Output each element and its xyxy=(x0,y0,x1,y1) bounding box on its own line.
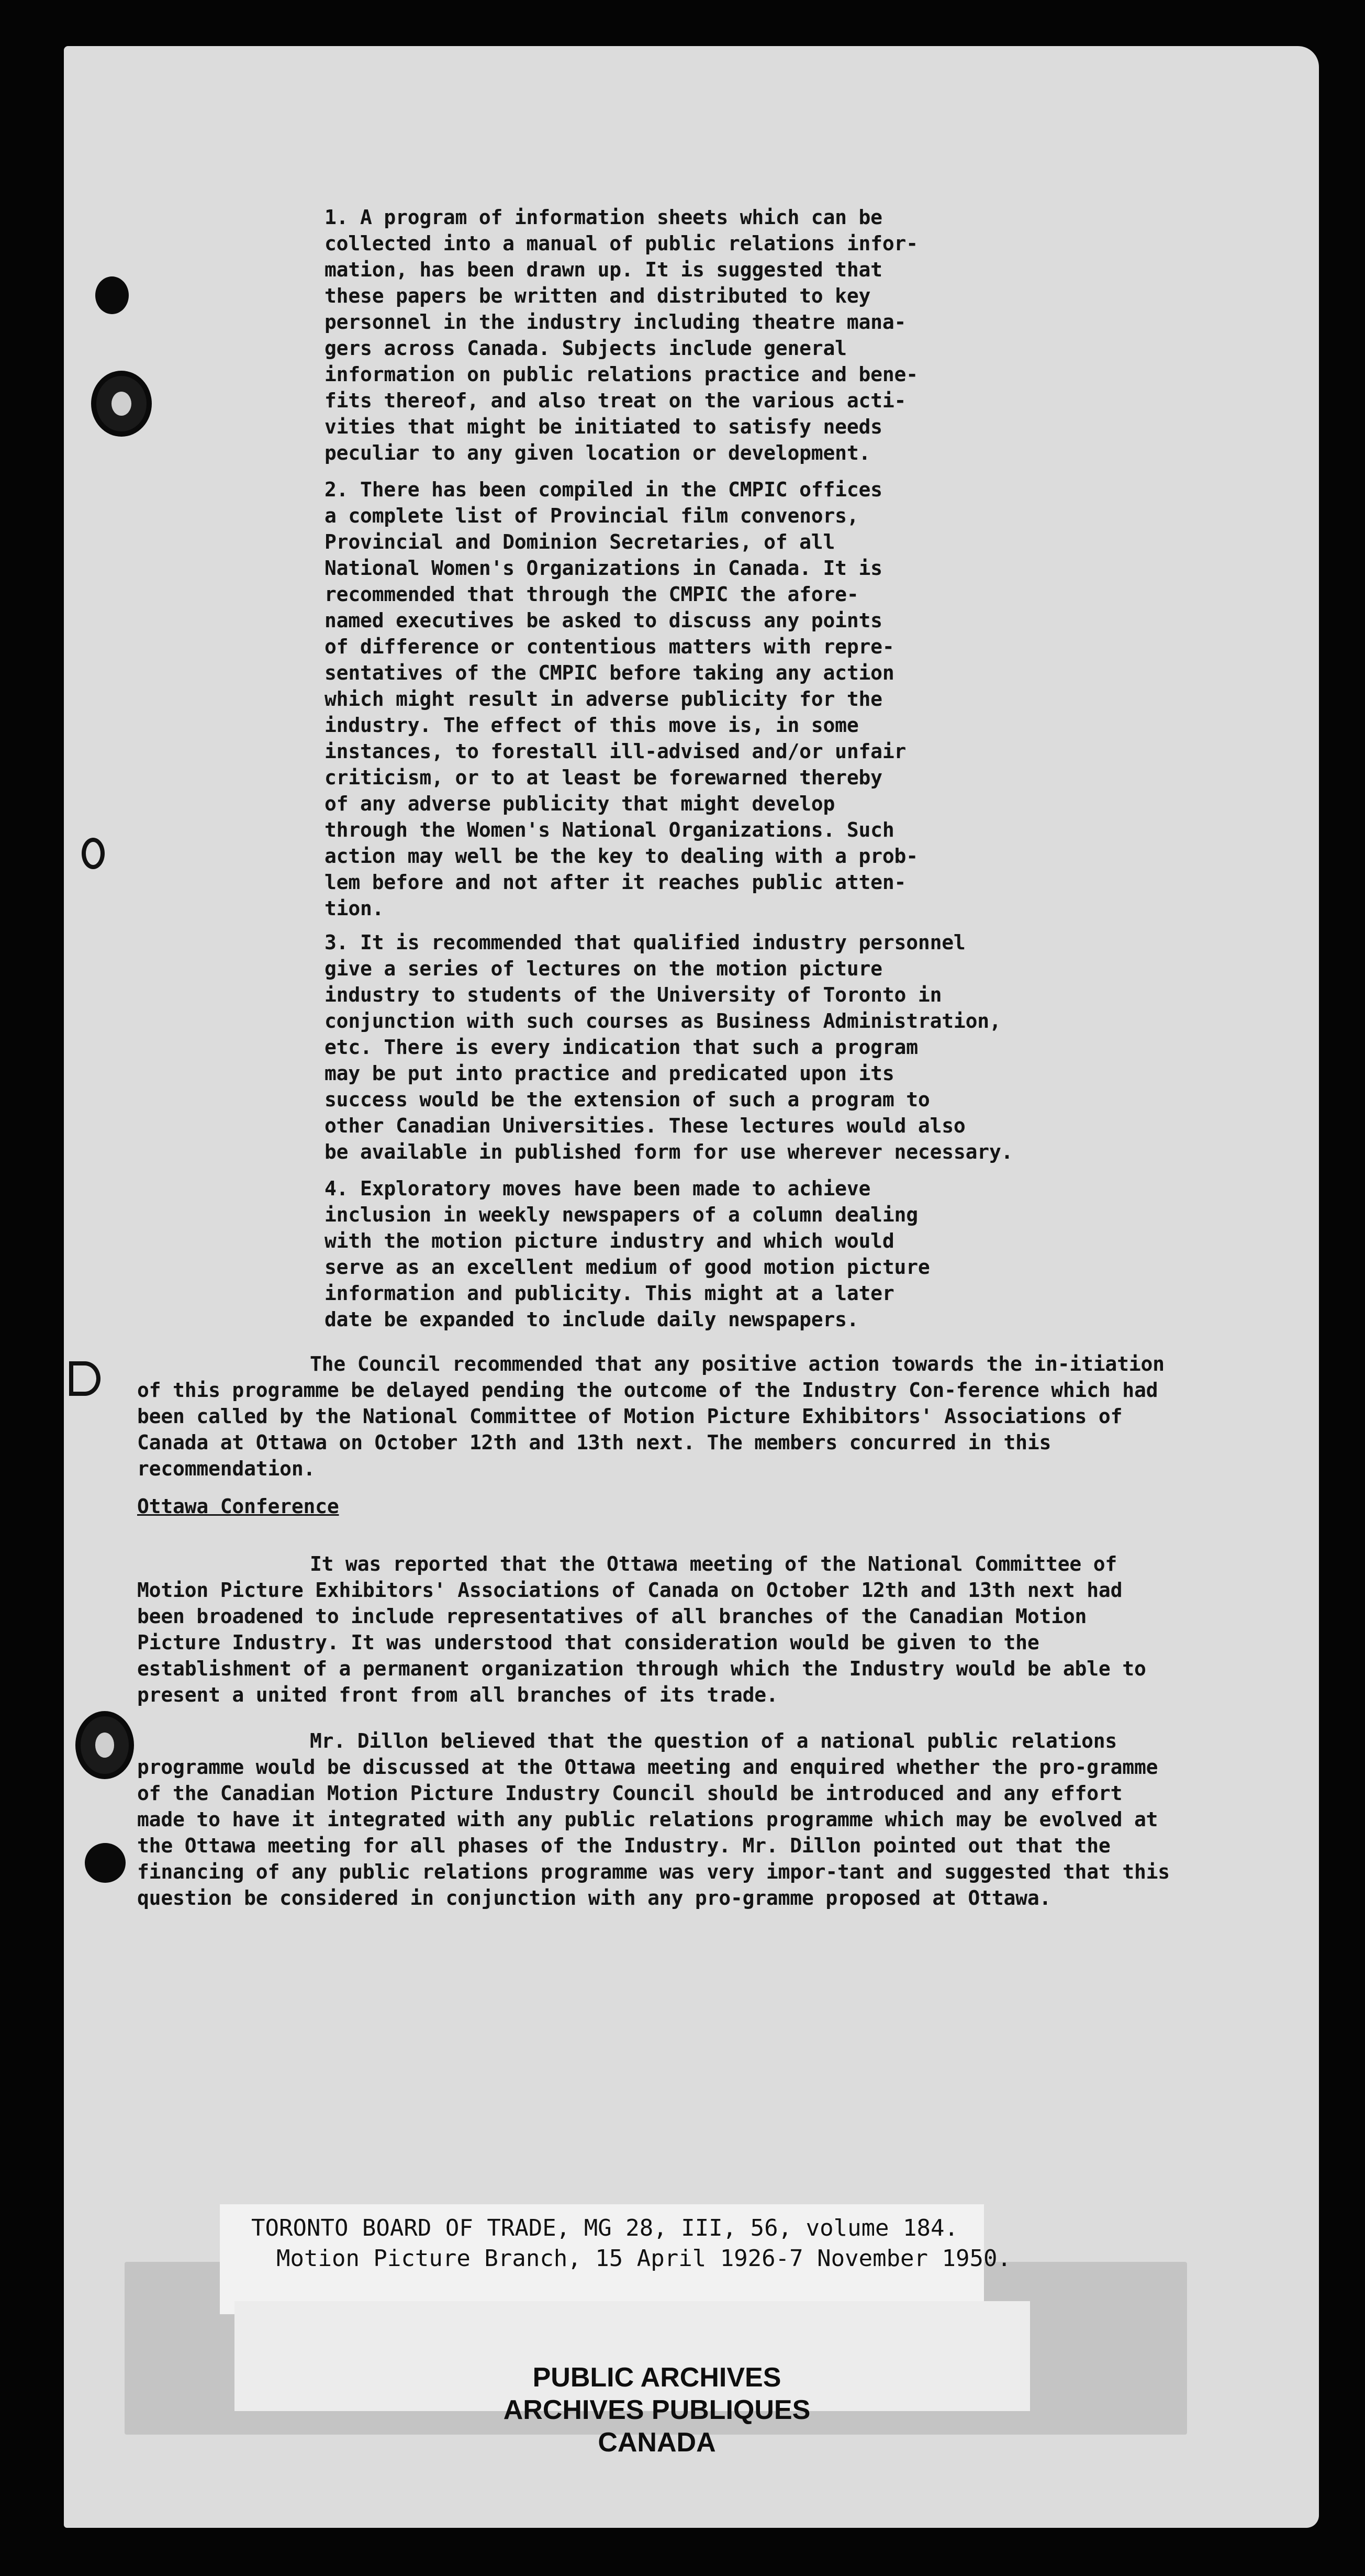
numbered-item-3: 3. It is recommended that qualified industry personnel give a series of lectures on the motion picture industry to students of the University of Toronto in conjunction with such courses as Business Administration, etc. There is every indication that such a program may be put into practice and predicated upon its success would be the extension of such a program to other Canadian Universities. These lectures would also be available in published form for use wherever necessary. xyxy=(325,931,1013,1163)
ottawa-paragraph-2: Mr. Dillon believed that the question of a national public relations programme would be discussed at the Ottawa meeting and enquired whether the pro-gramme of the Canadian Motion Picture Industry Council should be introduced and any effort made to have it integrated with any public relations programme which may be evolved at the Ottawa meeting for all phases of the Industry. Mr. Dillon pointed out that the financing of any public relations programme was very impor-tant and suggested that this question be considered in conjunction with any pro-gramme proposed at Ottawa. xyxy=(137,1729,1170,1909)
binder-hole-icon xyxy=(85,1843,126,1883)
binder-ring-icon xyxy=(91,371,152,437)
archive-source-line-2: Motion Picture Branch, 15 April 1926-7 November 1950. xyxy=(276,2245,1011,2272)
binder-hole-icon xyxy=(95,276,129,314)
archive-stamp-line-1: PUBLIC ARCHIVES xyxy=(532,2362,781,2393)
binder-hole-icon xyxy=(82,838,105,869)
archive-source-line-1: TORONTO BOARD OF TRADE, MG 28, III, 56, volume 184. xyxy=(251,2215,959,2241)
archive-stamp xyxy=(230,2361,1083,2459)
numbered-item-1: 1. A program of information sheets which can be collected into a manual of public relations infor- mation, has been drawn up. It is suggested that these papers be written and distributed to key personnel in the industry including theatre mana- gers across Canada. Subjects include general information on public relations practice and bene- fits thereof, and also treat on the various acti- vities that might be initiated to satisfy needs peculiar to any given location or development. xyxy=(325,206,918,464)
ottawa-paragraph-1: It was reported that the Ottawa meeting of the National Committee of Motion Picture Exhibitors' Associations of Canada on October 12th and 13th next had been broadened to include representatives of all branches of the Canadian Motion Picture Industry. It was understood that consideration would be given to the establishment of a permanent organization through which the Industry would be able to present a united front from all branches of its trade. xyxy=(137,1552,1146,1706)
archive-stamp-line-2: ARCHIVES PUBLIQUES xyxy=(503,2395,811,2425)
binder-hole-icon xyxy=(69,1361,100,1396)
archive-stamp-line-3: CANADA xyxy=(598,2427,716,2458)
section-heading: Ottawa Conference xyxy=(137,1495,339,1518)
binder-ring-icon xyxy=(75,1711,134,1779)
numbered-item-2: 2. There has been compiled in the CMPIC offices a complete list of Provincial film convenors, Provincial and Dominion Secretaries, of all National Women's Organizations in Canada. It is recommended that through the CMPIC the afore- named executives be asked to discuss any points of difference or contentious matters with repre- sentatives of the CMPIC before taking any action which might result in adverse publicity for the industry. The effect of this move is, in some instances, to forestall ill-advised and/or unfair criticism, or to at least be forewarned thereby of any adverse publicity that might develop through the Women's National Organizations. Such action may well be the key to dealing with a prob- lem before and not after it reaches public atten- tion. xyxy=(325,478,918,920)
numbered-item-4: 4. Exploratory moves have been made to achieve inclusion in weekly newspapers of a column dealing with the motion picture industry and which would serve as an excellent medium of good motion picture information and publicity. This might at a later date be expanded to include daily newspapers. xyxy=(325,1177,930,1331)
council-paragraph: The Council recommended that any positive action towards the in-itiation of this programme be delayed pending the outcome of the Industry Con-ference which had been called by the National Committee of Motion Picture Exhibitors' Associations of Canada at Ottawa on October 12th and 13th next. The members concurred in this recommendation. xyxy=(137,1352,1165,1480)
